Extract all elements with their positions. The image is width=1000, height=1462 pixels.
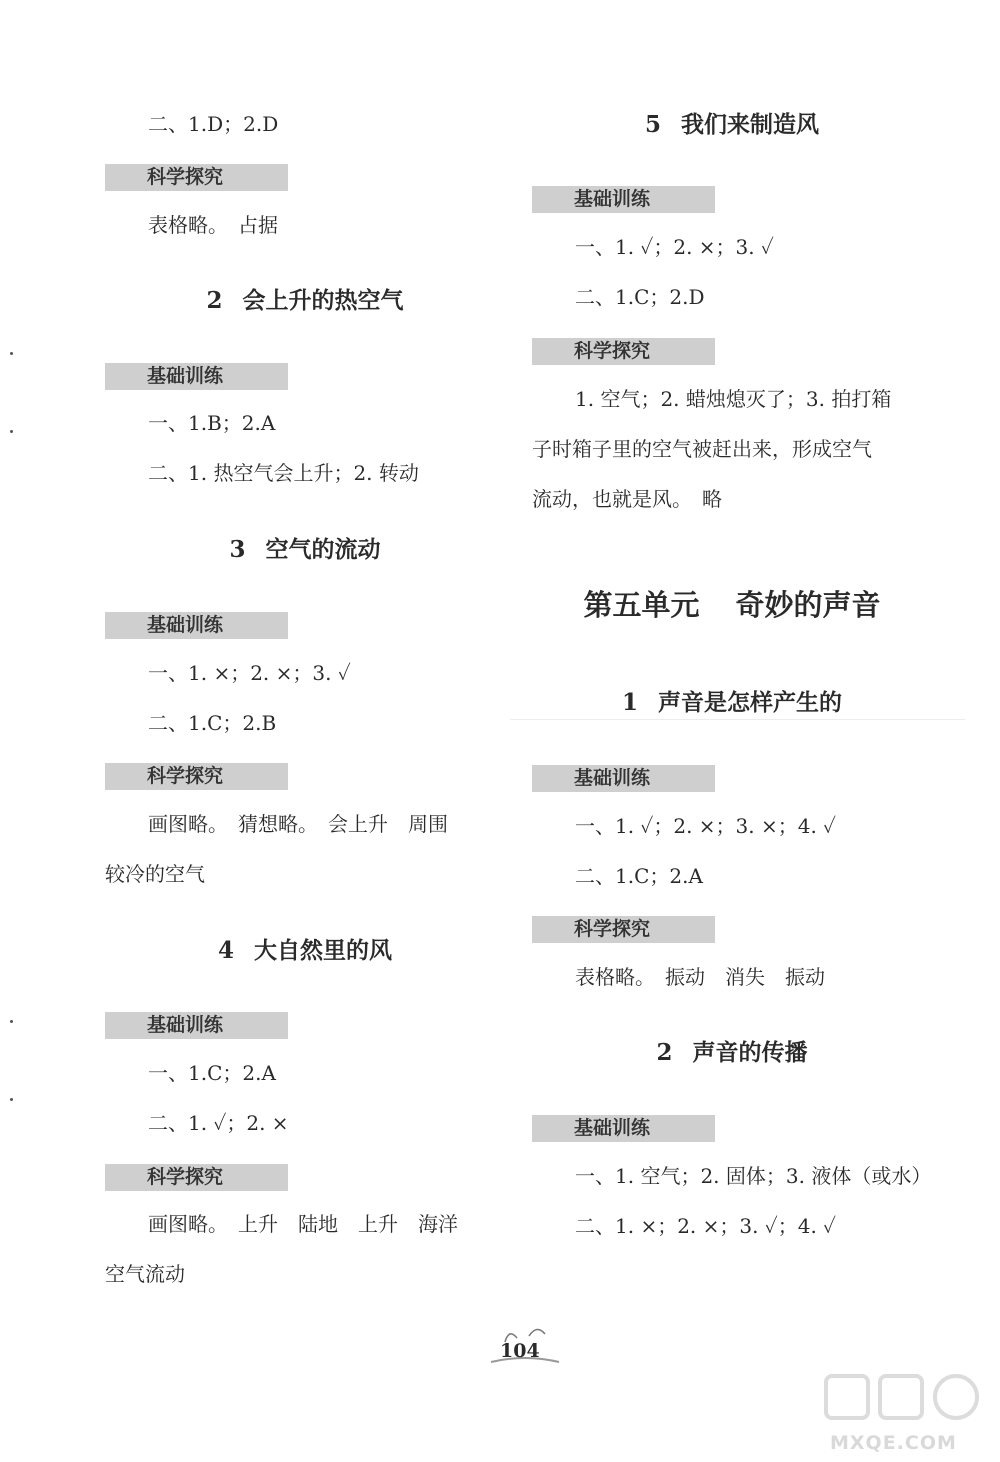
answer-line: 一、1. ×；2. ×；3. ✓ bbox=[148, 661, 351, 685]
unit-title: 奇妙的声音 bbox=[735, 588, 881, 622]
section-label: 科学探究 bbox=[147, 765, 224, 787]
lesson-title: 大自然里的风 bbox=[254, 937, 392, 964]
answer-line: 表格略。 振动 消失 振动 bbox=[575, 965, 825, 989]
section-label-bar bbox=[105, 763, 288, 790]
section-label-bar bbox=[105, 164, 288, 191]
lesson-heading bbox=[105, 286, 505, 316]
section-label: 科学探究 bbox=[574, 918, 651, 940]
margin-dot bbox=[10, 430, 13, 433]
lesson-number: 4 bbox=[217, 937, 234, 964]
answer-line: 二、1.C；2.A bbox=[575, 864, 703, 888]
section-label-bar bbox=[532, 765, 715, 792]
section-label: 基础训练 bbox=[574, 188, 651, 210]
answer-line: 二、1.C；2.B bbox=[148, 711, 277, 735]
section-label: 基础训练 bbox=[574, 767, 651, 789]
unit-heading bbox=[532, 587, 932, 623]
section-label: 科学探究 bbox=[147, 166, 224, 188]
answer-line: 画图略。 猜想略。 会上升 周围 bbox=[148, 812, 448, 836]
section-label-bar bbox=[532, 186, 715, 213]
answer-line: 较冷的空气 bbox=[105, 862, 205, 886]
section-label-bar bbox=[532, 916, 715, 943]
section-label: 科学探究 bbox=[574, 340, 651, 362]
lesson-number: 2 bbox=[656, 1039, 673, 1066]
answer-line: 子时箱子里的空气被赶出来，形成空气 bbox=[532, 437, 872, 461]
lesson-number: 1 bbox=[621, 689, 638, 716]
answer-line: 一、1. ✓；2. ×；3. ✓ bbox=[575, 235, 774, 259]
answer-line: 一、1. ✓；2. ×；3. ×；4. ✓ bbox=[575, 814, 837, 838]
watermark-text: MXQE.COM bbox=[830, 1432, 957, 1454]
lesson-number: 3 bbox=[229, 536, 246, 563]
lesson-title: 声音是怎样产生的 bbox=[658, 689, 842, 716]
margin-dot bbox=[10, 1020, 13, 1023]
section-label: 基础训练 bbox=[147, 365, 224, 387]
section-label-bar bbox=[532, 1115, 715, 1142]
answer-line: 二、1.C；2.D bbox=[575, 285, 705, 309]
section-label-bar bbox=[105, 1164, 288, 1191]
lesson-title: 空气的流动 bbox=[265, 536, 381, 563]
section-label: 基础训练 bbox=[147, 1014, 224, 1036]
margin-dot bbox=[10, 352, 13, 355]
lesson-title: 声音的传播 bbox=[692, 1039, 808, 1066]
section-label: 科学探究 bbox=[147, 1166, 224, 1188]
answer-line: 二、1. 热空气会上升；2. 转动 bbox=[148, 461, 419, 485]
answer-line: 二、1. ×；2. ×；3. ✓；4. ✓ bbox=[575, 1214, 837, 1238]
answer-line: 流动，也就是风。 略 bbox=[532, 487, 722, 511]
answer-line: 画图略。 上升 陆地 上升 海洋 bbox=[148, 1212, 458, 1236]
lesson-heading bbox=[532, 1038, 932, 1068]
lesson-title: 会上升的热空气 bbox=[242, 287, 404, 314]
answer-line: 一、1.B；2.A bbox=[148, 411, 276, 435]
page-number: 104 bbox=[500, 1340, 540, 1362]
section-label-bar bbox=[105, 612, 288, 639]
section-label: 基础训练 bbox=[147, 614, 224, 636]
unit-number: 第五单元 bbox=[583, 588, 700, 622]
section-label: 基础训练 bbox=[574, 1117, 651, 1139]
lesson-number: 5 bbox=[644, 111, 661, 138]
answer-line: 一、1. 空气；2. 固体；3. 液体（或水） bbox=[575, 1164, 932, 1188]
answer-line: 表格略。 占据 bbox=[148, 213, 278, 237]
section-label-bar bbox=[105, 1012, 288, 1039]
answer-line: 二、1.D；2.D bbox=[148, 112, 279, 136]
answer-line: 一、1.C；2.A bbox=[148, 1061, 276, 1085]
lesson-heading bbox=[105, 936, 505, 966]
lesson-heading bbox=[105, 535, 505, 565]
lesson-heading bbox=[532, 688, 932, 718]
section-label-bar bbox=[105, 363, 288, 390]
lesson-number: 2 bbox=[206, 287, 223, 314]
section-label-bar bbox=[532, 338, 715, 365]
answer-line: 二、1. ✓；2. × bbox=[148, 1111, 289, 1135]
lesson-heading bbox=[532, 110, 932, 140]
margin-dot bbox=[10, 1098, 13, 1101]
divider bbox=[510, 719, 965, 720]
answer-line: 1. 空气；2. 蜡烛熄灭了；3. 拍打箱 bbox=[575, 387, 892, 411]
answer-line: 空气流动 bbox=[105, 1262, 185, 1286]
lesson-title: 我们来制造风 bbox=[681, 111, 819, 138]
